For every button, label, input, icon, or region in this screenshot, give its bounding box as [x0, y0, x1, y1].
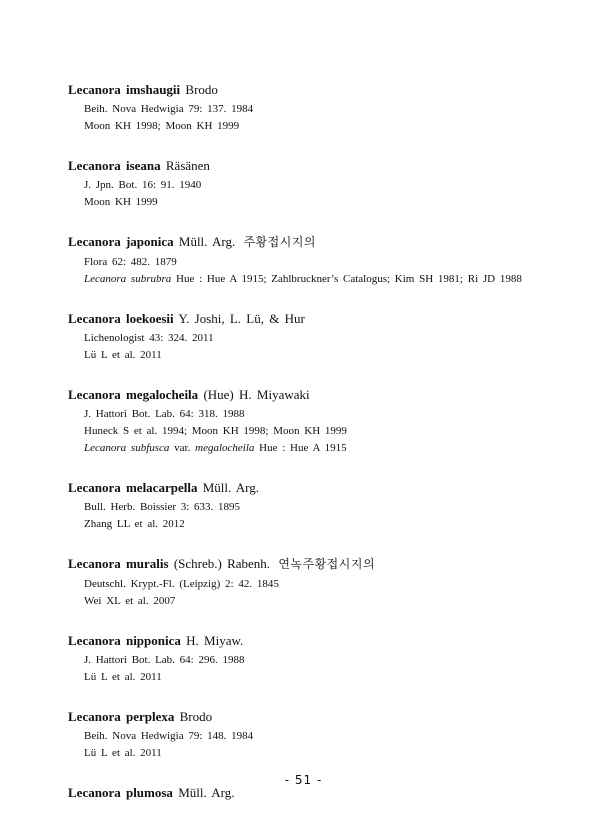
reference-text: J. Hattori Bot. Lab. 64: 318. 1988	[84, 408, 245, 420]
reference-line	[68, 101, 588, 118]
reference-text: Beih. Nova Hedwigia 79: 137. 1984	[84, 103, 254, 115]
reference-line	[68, 423, 588, 440]
author-citation: Müll. Arg.	[202, 480, 260, 495]
synonym-name: Lecanora subrubra	[84, 273, 172, 285]
reference-line	[68, 330, 588, 347]
reference-text: Moon KH 1999	[84, 196, 158, 208]
species-epithet: loekoesii	[125, 311, 174, 326]
author-citation: Brodo	[185, 82, 218, 97]
reference-text: Wei XL et al. 2007	[84, 595, 176, 607]
species-heading	[68, 478, 588, 497]
species-epithet: japonica	[125, 234, 174, 249]
author-citation: (Hue) H. Miyawaki	[203, 387, 310, 402]
reference-line	[68, 593, 588, 610]
reference-text: Lichenologist 43: 324. 2011	[84, 332, 214, 344]
reference-text: Moon KH 1998; Moon KH 1999	[84, 120, 240, 132]
page-number: - 51 -	[284, 773, 323, 787]
reference-line	[68, 728, 588, 745]
korean-name: 연녹주황접시지의	[278, 557, 376, 571]
species-epithet: imshaugii	[125, 82, 181, 97]
synonym-name: Lecanora subfusca	[84, 442, 170, 454]
reference-text: Lü L et al. 2011	[84, 349, 162, 361]
reference-text: Lü L et al. 2011	[84, 747, 162, 759]
reference-text: var.	[169, 442, 196, 454]
author-citation: Müll. Arg.	[178, 785, 235, 800]
reference-text: Bull. Herb. Boissier 3: 633. 1895	[84, 501, 241, 513]
reference-line	[68, 745, 588, 762]
reference-text: Lü L et al. 2011	[84, 671, 162, 683]
species-entry	[68, 385, 588, 457]
species-heading	[68, 80, 588, 99]
reference-text: Beih. Nova Hedwigia 79: 148. 1984	[84, 730, 254, 742]
genus-name: Lecanora	[68, 82, 121, 97]
reference-text: Zhang LL et al. 2012	[84, 518, 185, 530]
species-entry	[68, 554, 588, 610]
genus-name: Lecanora	[68, 480, 121, 495]
reference-line	[68, 499, 588, 516]
reference-line	[68, 347, 588, 364]
species-epithet: iseana	[125, 158, 161, 173]
author-citation: Müll. Arg.	[178, 234, 236, 249]
reference-line	[68, 254, 588, 271]
reference-text: Deutschl. Krypt.-Fl. (Leipzig) 2: 42. 1845	[84, 578, 279, 590]
genus-name: Lecanora	[68, 387, 121, 402]
species-epithet: plumosa	[125, 785, 173, 800]
reference-line	[68, 177, 588, 194]
species-entry	[68, 80, 588, 135]
reference-text: Flora 62: 482. 1879	[84, 256, 177, 268]
reference-text: J. Hattori Bot. Lab. 64: 296. 1988	[84, 654, 245, 666]
reference-line	[68, 406, 588, 423]
genus-name: Lecanora	[68, 633, 121, 648]
species-list	[68, 80, 588, 823]
species-heading	[68, 554, 588, 574]
genus-name: Lecanora	[68, 709, 121, 724]
reference-text: J. Jpn. Bot. 16: 91. 1940	[84, 179, 202, 191]
species-entry	[68, 232, 588, 288]
species-heading	[68, 232, 588, 252]
species-entry	[68, 309, 588, 364]
synonym-line	[68, 271, 588, 288]
korean-name: 주황접시지의	[243, 235, 317, 249]
synonym-name: megalocheila	[195, 442, 255, 454]
genus-name: Lecanora	[68, 234, 121, 249]
species-epithet: muralis	[125, 556, 169, 571]
species-epithet: nipponica	[125, 633, 181, 648]
author-citation: Brodo	[179, 709, 213, 724]
reference-line	[68, 652, 588, 669]
reference-text: Huneck S et al. 1994; Moon KH 1998; Moon KH 1999	[84, 425, 347, 437]
species-heading	[68, 707, 588, 726]
reference-line	[68, 516, 588, 533]
species-heading	[68, 631, 588, 650]
species-epithet: megalocheila	[125, 387, 199, 402]
reference-line	[68, 118, 588, 135]
reference-text: Hue : Hue A 1915; Zahlbruckner’s Catalogus; Kim SH 1981; Ri JD 1988	[171, 273, 522, 285]
genus-name: Lecanora	[68, 311, 121, 326]
genus-name: Lecanora	[68, 785, 121, 800]
author-citation: Räsänen	[165, 158, 210, 173]
synonym-line	[68, 440, 588, 457]
genus-name: Lecanora	[68, 556, 121, 571]
species-heading	[68, 385, 588, 404]
reference-line	[68, 194, 588, 211]
reference-line	[68, 669, 588, 686]
species-entry	[68, 631, 588, 686]
genus-name: Lecanora	[68, 158, 121, 173]
species-entry	[68, 707, 588, 762]
species-heading	[68, 309, 588, 328]
species-entry	[68, 478, 588, 533]
species-epithet: perplexa	[125, 709, 175, 724]
author-citation: H. Miyaw.	[186, 633, 244, 648]
author-citation: (Schreb.) Rabenh.	[173, 556, 271, 571]
species-entry	[68, 156, 588, 211]
reference-line	[68, 576, 588, 593]
reference-text: Hue : Hue A 1915	[254, 442, 347, 454]
species-heading	[68, 156, 588, 175]
author-citation: Y. Joshi, L. Lü, & Hur	[178, 311, 305, 326]
species-epithet: melacarpella	[125, 480, 198, 495]
